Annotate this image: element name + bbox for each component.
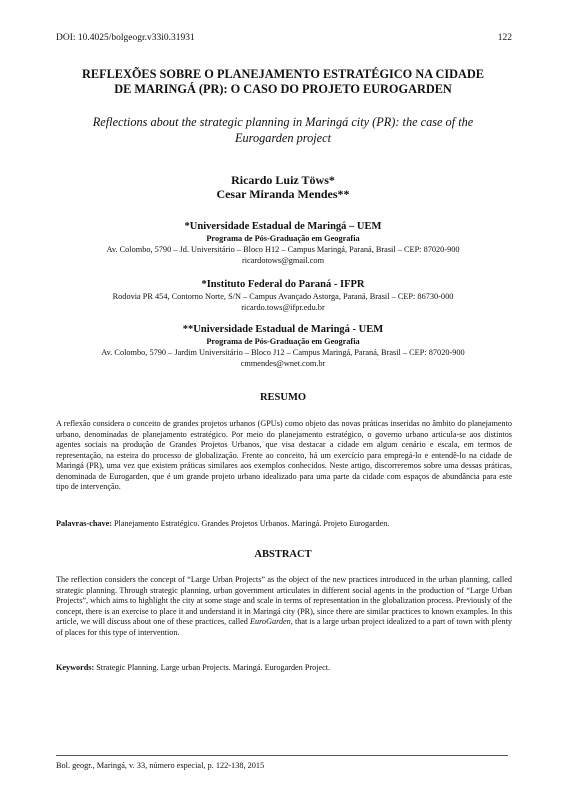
affiliation <box>40 323 526 369</box>
address: Av. Colombo, 5790 – Jd. Universitário – Bloco H12 – Campus Maringá, Paraná, Brasil – CEP: 87020-900 <box>106 245 460 254</box>
doi-text: DOI: 10.4025/bolgeogr.v33i0.31931 <box>56 33 195 43</box>
email: ricardo.tows@ifpr.edu.br <box>241 303 325 312</box>
email: cmmendes@wnet.com.br <box>240 359 326 368</box>
abstract-text-part: The reflection considers the concept of “Large Urban Projects” as the object of the new practices introduced in the urban planning, called strategic planning. Through strategic planning, urban government articulates in different social agents in the production of “Large Urban Projects”, which aims to highlight the city at some stage and scale in terms of representation in the globalization process. Previously of the concept, there is an exercise to place it and understand it in Maringá city (PR), since there are similar practices to known examples. In this article, we will discuss about one of these practices, called <box>56 575 512 626</box>
abstract-text <box>56 575 512 638</box>
subtitle-line-2: Eurogarden project <box>235 130 331 145</box>
author-list <box>0 173 566 201</box>
institution-name: **Universidade Estadual de Maringá - UEM <box>182 324 384 335</box>
page-header <box>56 33 512 43</box>
keywords-label: Keywords: <box>56 663 95 672</box>
keywords-en <box>56 663 512 674</box>
keywords-pt <box>56 519 512 530</box>
footer-rule <box>56 755 508 756</box>
author-name: Cesar Miranda Mendes** <box>216 187 350 201</box>
paper-subtitle <box>70 115 496 146</box>
affiliation <box>40 220 526 266</box>
title-line-1: REFLEXÕES SOBRE O PLANEJAMENTO ESTRATÉGICO NA CIDADE <box>81 67 484 81</box>
page-number: 122 <box>497 33 512 43</box>
address: Av. Colombo, 5790 – Jardim Universitário – Bloco J12 – Campus Maringá, Paraná, Brasil – CEP: 87020-900 <box>101 348 465 357</box>
institution-name: *Universidade Estadual de Maringá – UEM <box>184 221 382 232</box>
author-name: Ricardo Luiz Töws* <box>231 173 335 187</box>
keywords-list: Strategic Planning. Large urban Projects. Maringá. Eurogarden Project. <box>94 663 331 672</box>
title-line-2: DE MARINGÁ (PR): O CASO DO PROJETO EUROGARDEN <box>114 82 452 96</box>
abstract-heading: ABSTRACT <box>254 549 312 560</box>
address: Rodovia PR 454, Contorno Norte, S/N – Campus Avançado Astorga, Paraná, Brasil – CEP: 86730-000 <box>112 292 454 301</box>
resumo-heading: RESUMO <box>259 392 307 403</box>
institution-name: *Instituto Federal do Paraná - IFPR <box>201 279 365 290</box>
program-name: Programa de Pós-Graduação em Geografia <box>206 234 360 243</box>
paper-title <box>50 67 516 97</box>
email: ricardotows@gmail.com <box>241 256 325 265</box>
resumo-text: A reflexão considera o conceito de grandes projetos urbanos (GPUs) como objeto das novas práticas inseridas no âmbito do planejamento urbano, denominadas de planejamento estratégico. Por meio do planejamento estratégico, o governo urbano articula-se aos distintos agentes sociais na produção de Grandes Projetos Urbanos, que visa destacar a cidade em algum cenário e escala, em termos de representação, na esteira do processo de globalização. Frente ao conceito, há um exercício para empregá-lo e entendê-lo na cidade de Maringá (PR), uma vez que existem práticas similares aos exemplos conhecidos. Neste artigo, discorreremos sobre uma dessas práticas, denominada de Eurogarden, que é um grande projeto urbano idealizado para uma parte da cidade com espaços de abundância para este tipo de intervenção. <box>56 419 512 491</box>
affiliation <box>40 278 526 313</box>
keywords-list: Planejamento Estratégico. Grandes Projetos Urbanos. Maringá. Projeto Eurogarden. <box>111 519 390 528</box>
subtitle-line-1: Reflections about the strategic planning in Maringá city (PR): the case of the <box>92 115 474 129</box>
abstract-italic-term: EuroGarden <box>250 617 291 626</box>
keywords-label: Palavras-chave: <box>56 519 112 528</box>
abstract-text-part: , that is a large urban project idealized to a part of town with plenty of places for this type of intervention. <box>56 617 512 637</box>
program-name: Programa de Pós-Graduação em Geografia <box>206 337 360 346</box>
footer-citation: Bol. geogr., Maringá, v. 33, número especial, p. 122-138, 2015 <box>56 761 265 770</box>
